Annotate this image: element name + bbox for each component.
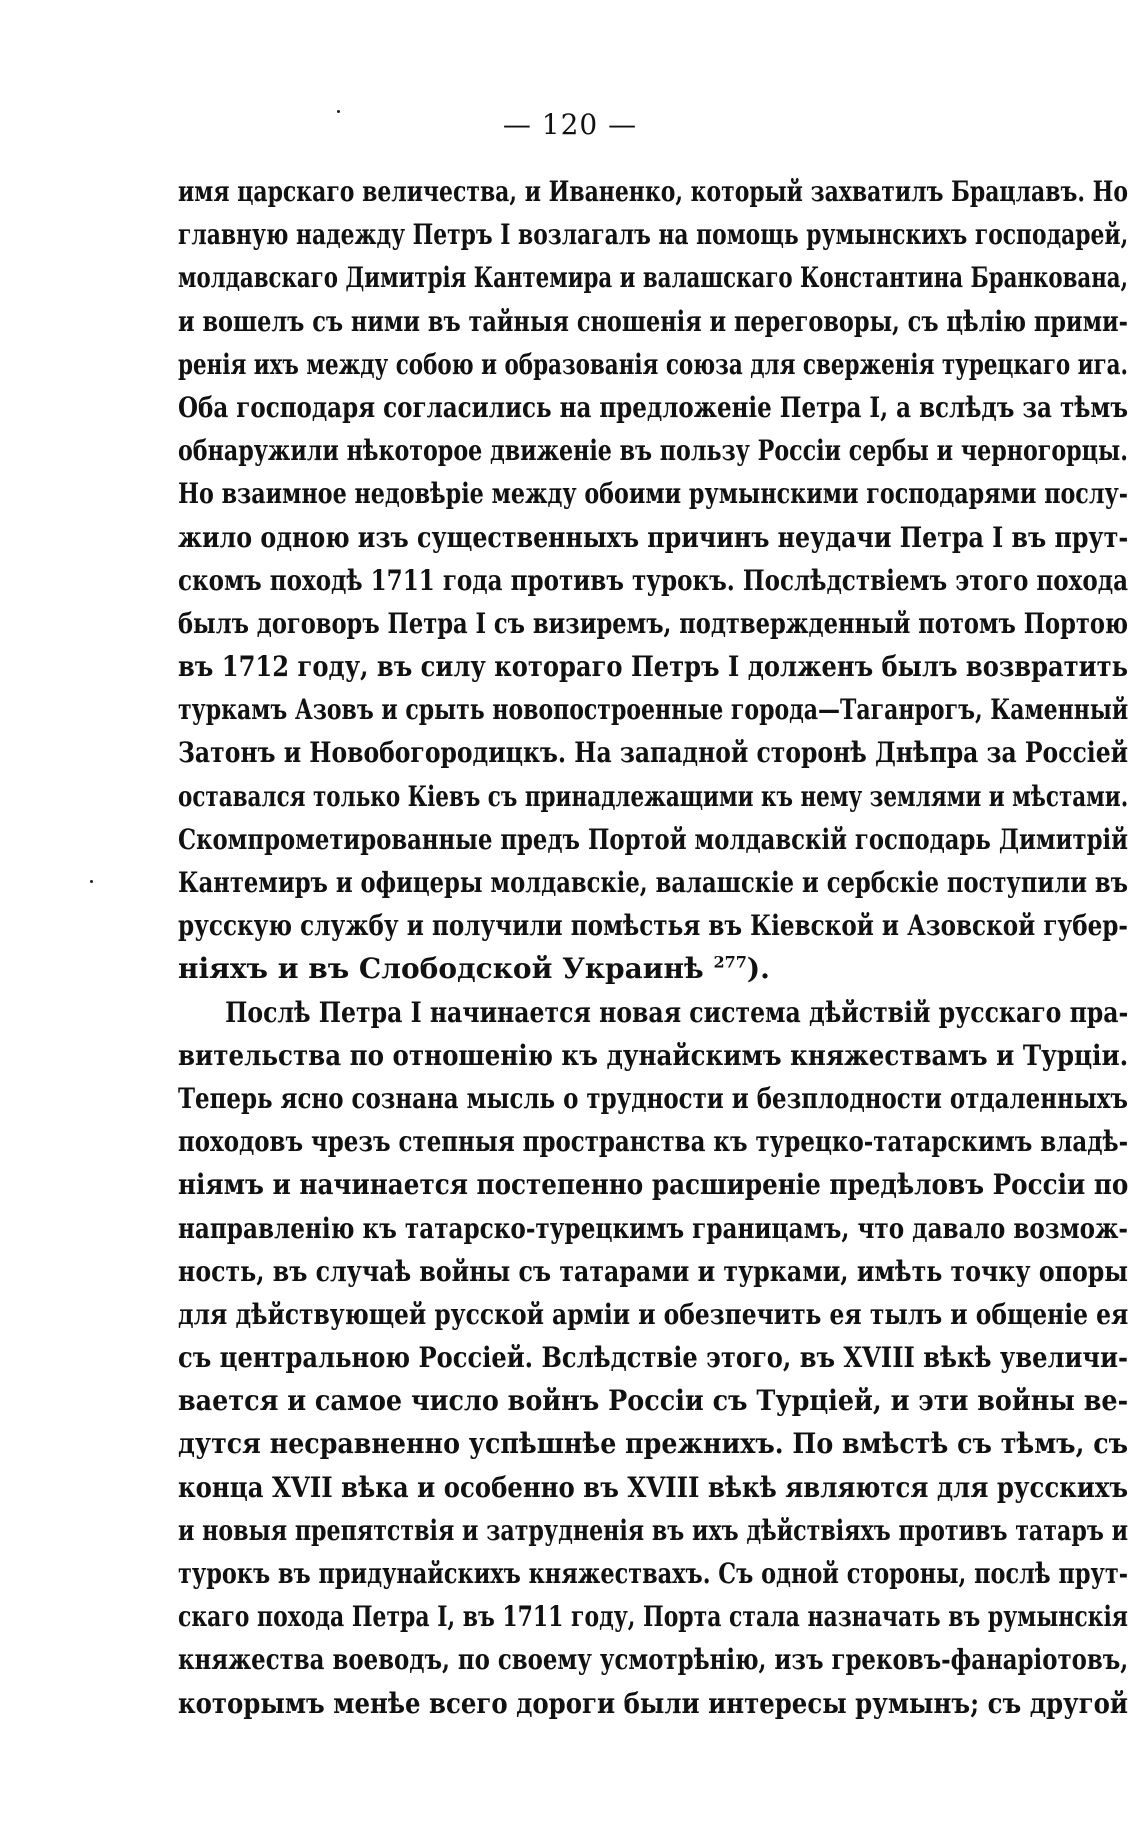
text-line: главную надежду Петръ I возлагалъ на помощь румынскихъ господарей,	[178, 218, 1129, 252]
text-line: которымъ менѣе всего дороги были интересы румынъ; съ другой	[178, 1686, 1128, 1720]
text-line-fragment: ніяхъ и въ Слободской Украинѣ	[178, 952, 704, 986]
page-number: — 120 —	[502, 108, 638, 141]
text-line: въ 1712 году, въ силу котораго Петръ I долженъ былъ возвратить	[178, 650, 1128, 684]
text-line: Но взаимное недовѣріе между обоими румынскими господарями послу-	[178, 477, 1128, 511]
text-line: имя царскаго величества, и Иваненко, который захватилъ Брацлавъ. Но	[178, 175, 1128, 208]
text-line: направленію къ татарско-турецкимъ границамъ, что давало возмож-	[178, 1211, 1128, 1245]
text-line: дутся несравненно успѣшнѣе прежнихъ. По вмѣстѣ съ тѣмъ, съ	[178, 1427, 1129, 1461]
text-line: конца XVII вѣка и особенно въ XVIII вѣкѣ являются для русскихъ	[178, 1470, 1129, 1504]
page-speck	[90, 880, 93, 883]
text-line: ность, въ случаѣ войны съ татарами и турками, имѣть точку опоры	[178, 1254, 1128, 1288]
text-line: Затонъ и Новобогородицкъ. На западной сторонѣ Днѣпра за Россіей	[178, 736, 1129, 770]
text-line: для дѣйствующей русской арміи и обезпечить ея тылъ и общеніе ея	[178, 1297, 1129, 1331]
text-line: обнаружили нѣкоторое движеніе въ пользу Россіи сербы и черногорцы.	[178, 434, 1128, 468]
text-line: былъ договоръ Петра I съ визиремъ, подтвержденный потомъ Портою	[178, 606, 1129, 640]
text-line: русскую службу и получили помѣстья въ Кіевской и Азовской губер-	[178, 909, 1128, 943]
text-line: Теперь ясно сознана мысль о трудности и безплодности отдаленныхъ	[178, 1081, 1128, 1115]
text-line-fragment: ).	[746, 952, 770, 986]
text-line: жило одною изъ существенныхъ причинъ неудачи Петра I въ прут-	[178, 520, 1129, 554]
text-line: и вошелъ съ ними въ тайныя сношенія и переговоры, съ цѣлію прими-	[178, 304, 1128, 338]
text-line: княжества воеводъ, по своему усмотрѣнію, изъ грековъ-фанаріотовъ,	[178, 1643, 1129, 1677]
text-line: молдавскаго Димитрія Кантемира и валашскаго Константина Бранкована,	[178, 261, 1128, 295]
text-line: вается и самое число войнъ Россіи съ Турціей, и эти войны ве-	[178, 1384, 1129, 1418]
text-line: и новыя препятствія и затрудненія въ ихъ дѣйствіяхъ противъ татаръ и	[178, 1513, 1128, 1547]
text-line: походовъ чрезъ степныя пространства къ турецко-татарскимъ владѣ-	[178, 1125, 1129, 1159]
footnote-reference[interactable]: 277	[713, 953, 747, 973]
text-line: Скомпрометированные предъ Портой молдавскій господарь Димитрій	[178, 822, 1128, 856]
text-line: ніямъ и начинается постепенно расширеніе предѣловъ Россіи по	[178, 1168, 1129, 1202]
text-line: Послѣ Петра I начинается новая система дѣйствій русскаго пра-	[225, 995, 1129, 1029]
text-line: скомъ походѣ 1711 года противъ турокъ. Послѣдствіемъ этого похода	[178, 563, 1128, 597]
text-line: туркамъ Азовъ и срыть новопостроенные города—Таганрогъ, Каменный	[178, 693, 1129, 727]
text-line: съ центральною Россіей. Вслѣдствіе этого, въ XVIII вѣкѣ увеличи-	[178, 1341, 1129, 1375]
text-line: скаго похода Петра I, въ 1711 году, Порта стала назначать въ румынскія	[178, 1600, 1128, 1634]
text-line: Оба господаря согласились на предложеніе Петра I, а вслѣдъ за тѣмъ	[178, 390, 1128, 424]
text-line: ренія ихъ между собою и образованія союза для сверженія турецкаго ига.	[178, 347, 1128, 381]
text-line-last	[178, 947, 1128, 990]
text-line: оставался только Кіевъ съ принадлежащими къ нему землями и мѣстами.	[178, 779, 1129, 813]
paragraph-1	[178, 170, 1128, 991]
text-line: турокъ въ придунайскихъ княжествахъ. Съ одной стороны, послѣ прут-	[178, 1557, 1128, 1590]
text-line: Кантемиръ и офицеры молдавскіе, валашскіе и сербскіе поступили въ	[178, 866, 1128, 899]
page-body	[178, 170, 1128, 1725]
text-line: вительства по отношенію къ дунайскимъ княжествамъ и Турціи.	[178, 1038, 1129, 1072]
paragraph-2	[178, 991, 1128, 1725]
